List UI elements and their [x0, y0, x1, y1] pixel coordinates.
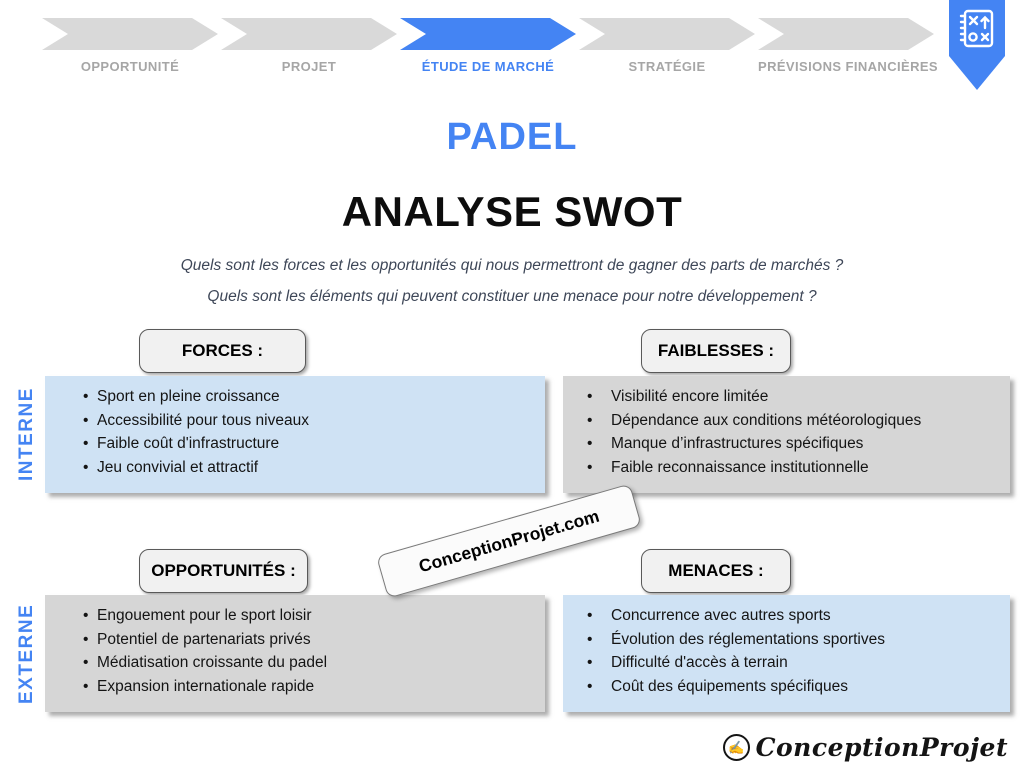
watermark-badge: ConceptionProjet.com — [376, 483, 642, 598]
stepper-label: OPPORTUNITÉ — [80, 59, 180, 74]
quadrant-panel-opportunites — [45, 595, 545, 712]
opportunites-list — [45, 604, 545, 698]
quadrant-panel-faiblesses — [563, 376, 1010, 493]
hand-logo-icon: ✍ — [723, 734, 750, 761]
quadrant-panel-menaces — [563, 595, 1010, 712]
list-item: • Évolution des réglementations sportives — [563, 628, 1010, 652]
quadrant-title-opportunites: OPPORTUNITÉS : — [139, 549, 308, 593]
chevron-shape[interactable] — [42, 18, 218, 50]
list-item: • Manque d’infrastructures spécifiques — [563, 432, 1010, 456]
quadrant-title-forces: FORCES : — [139, 329, 306, 373]
stepper-step-etude-de-marche[interactable] — [400, 18, 576, 74]
page-title: ANALYSE SWOT — [341, 188, 683, 235]
intro-question-1: Quels sont les forces et les opportunités qui nous permettront de gagner des parts de marchés ? — [180, 257, 844, 274]
chevron-shape[interactable] — [758, 18, 934, 50]
list-item: • Jeu convivial et attractif — [45, 456, 545, 480]
stepper-label-active: ÉTUDE DE MARCHÉ — [421, 59, 555, 74]
intro-question-2: Quels sont les éléments qui peuvent constituer une menace pour notre développement ? — [207, 288, 817, 305]
list-item: • Expansion internationale rapide — [45, 675, 545, 699]
stepper-step-strategie[interactable] — [579, 18, 755, 74]
stepper-label: PROJET — [281, 59, 337, 74]
list-item: • Dépendance aux conditions météorologiques — [563, 409, 1010, 433]
subject-title: PADEL — [446, 116, 578, 158]
stepper-step-projet[interactable] — [221, 18, 397, 74]
list-item: • Accessibilité pour tous niveaux — [45, 409, 545, 433]
list-item: • Potentiel de partenariats privés — [45, 628, 545, 652]
list-item: • Engouement pour le sport loisir — [45, 604, 545, 628]
footer-brand — [723, 733, 1008, 762]
list-item: • Coût des équipements spécifiques — [563, 675, 1010, 699]
list-item: • Sport en pleine croissance — [45, 385, 545, 409]
bookmark-ribbon — [948, 0, 1006, 92]
chevron-shape-active[interactable] — [400, 18, 576, 50]
quadrant-title-menaces: MENACES : — [641, 549, 791, 593]
stepper-step-opportunite[interactable] — [42, 18, 218, 74]
axis-label-externe: EXTERNE — [16, 603, 37, 704]
menaces-list — [563, 604, 1010, 698]
list-item: • Visibilité encore limitée — [563, 385, 1010, 409]
chevron-shape[interactable] — [579, 18, 755, 50]
list-item: • Faible reconnaissance institutionnelle — [563, 456, 1010, 480]
forces-list — [45, 385, 545, 479]
stepper-step-previsions-financieres[interactable] — [758, 18, 938, 74]
list-item: • Faible coût d'infrastructure — [45, 432, 545, 456]
footer-brand-text: ConceptionProjet — [755, 733, 1008, 762]
stepper-label: STRATÉGIE — [628, 59, 706, 74]
faiblesses-list — [563, 385, 1010, 479]
quadrant-title-faiblesses: FAIBLESSES : — [641, 329, 791, 373]
list-item: • Difficulté d'accès à terrain — [563, 651, 1010, 675]
list-item: • Médiatisation croissante du padel — [45, 651, 545, 675]
quadrant-panel-forces — [45, 376, 545, 493]
list-item: • Concurrence avec autres sports — [563, 604, 1010, 628]
stepper-label: PRÉVISIONS FINANCIÈRES — [758, 59, 938, 74]
axis-label-interne: INTERNE — [16, 387, 37, 482]
chevron-shape[interactable] — [221, 18, 397, 50]
